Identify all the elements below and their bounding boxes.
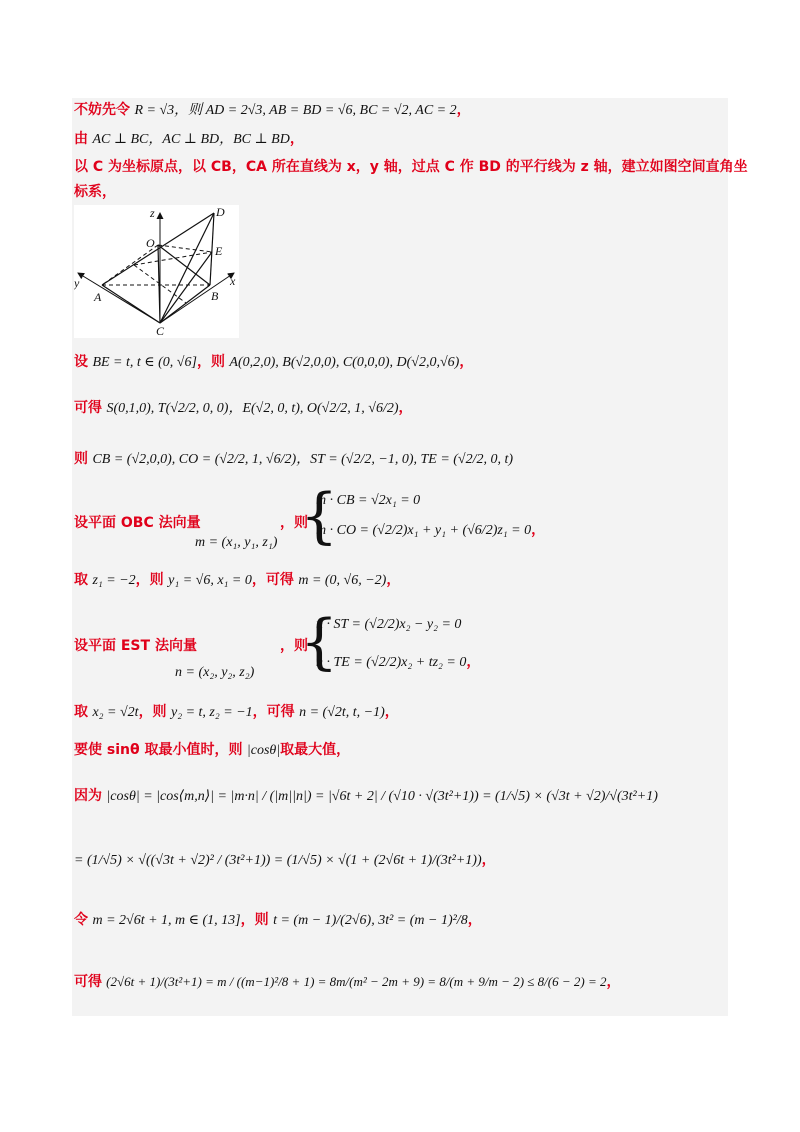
line-12-mid: 取最大值， [280, 742, 351, 758]
line-1 [74, 100, 730, 121]
line-8-sys2-row [316, 520, 730, 541]
line-10-sys2: n · TE = (√2/2)x₂ + tz₂ = 0 [316, 655, 467, 670]
coordinate-figure [74, 205, 239, 338]
line-8-brace: { [300, 481, 339, 551]
line-8-label: 设平面 OBC 法向量 [74, 515, 201, 531]
line-9-math3: m = (0, √6, −2) [298, 573, 387, 588]
label-C: C [156, 324, 165, 338]
line-10-label: 设平面 EST 法向量 [74, 638, 197, 654]
line-6 [74, 398, 730, 419]
line-2-math: AC ⊥ BC，AC ⊥ BD，BC ⊥ BD [92, 132, 290, 147]
line-5-label: 设 [74, 354, 88, 370]
label-E: E [215, 244, 223, 258]
line-12-label: 要使 sinθ 取最小值时，则 [74, 742, 243, 758]
line-3 [74, 157, 748, 177]
line-16-label: 可得 [74, 974, 102, 990]
line-6-label: 可得 [74, 400, 102, 416]
line-9-math2: y₁ = √6, x₁ = 0 [168, 573, 252, 588]
line-16-math: (2√6t + 1)/(3t²+1) = m / ((m−1)²/8 + 1) = 8m/(m² − 2m + 9) = 8/(m + 9/m − 2) ≤ 8/(6 − 2) = 2 [106, 974, 607, 989]
line-5-end: ， [459, 354, 474, 370]
line-14 [74, 850, 730, 871]
label-y: y [74, 276, 80, 290]
line-10-end: ， [466, 654, 481, 670]
line-8-math: m = (x₁, y₁, z₁) [195, 535, 278, 550]
line-6-math: S(0,1,0), T(√2/2, 0, 0)，E(√2, 0, t), O(√2/2, 1, √6/2) [106, 401, 399, 416]
line-9-end: ， [386, 572, 401, 588]
edge-BD [210, 213, 214, 285]
line-16-end: ， [606, 974, 621, 990]
line-8-sys1-row [316, 490, 730, 511]
line-11-mid: ，则 [138, 704, 167, 720]
line-8-vector-row [195, 532, 295, 553]
figure-svg [74, 205, 239, 338]
line-10-brace: { [300, 607, 339, 677]
line-10-sys1: n · ST = (√2/2)x₂ − y₂ = 0 [316, 617, 462, 632]
label-z: z [150, 206, 155, 220]
line-8-end: ， [531, 522, 546, 538]
line-4 [74, 182, 730, 202]
line-15-math2: t = (m − 1)/(2√6), 3t² = (m − 1)²/8 [273, 913, 468, 928]
line-2-end: ， [289, 131, 304, 147]
line-10-vector-row [175, 662, 285, 683]
x-axis [160, 273, 234, 323]
line-10-math: n = (x₂, y₂, z₂) [175, 665, 255, 680]
line-13-label: 因为 [74, 788, 102, 804]
line-9 [74, 570, 730, 591]
line-11 [74, 702, 730, 723]
line-5-math2: A(0,2,0), B(√2,0,0), C(0,0,0), D(√2,0,√6) [229, 355, 460, 370]
line-9-label: 取 [74, 572, 88, 588]
line-12-math: |cosθ| [246, 743, 281, 758]
line-8-sys2: m · CO = (√2/2)x₁ + y₁ + (√6/2)z₁ = 0 [316, 523, 532, 538]
line-14-math: = (1/√5) × √((√3t + √2)² / (3t²+1)) = (1/√5) × √(1 + (2√6t + 1)/(3t²+1)) [74, 853, 482, 868]
line-1-end: ， [456, 102, 471, 118]
line-11-end: ， [384, 704, 399, 720]
line-5 [74, 352, 730, 373]
line-9-math: z₁ = −2 [92, 573, 136, 588]
edge-CE [160, 252, 212, 323]
label-A: A [94, 290, 102, 304]
line-14-end: ， [481, 852, 496, 868]
line-7 [74, 449, 730, 470]
line-7-math: CB = (√2,0,0), CO = (√2/2, 1, √6/2)，ST = (√2/2, −1, 0), TE = (√2/2, 0, t) [92, 452, 514, 467]
line-10-mid: ，则 [280, 638, 308, 654]
edge-CA [102, 285, 160, 323]
line-8-label-row [74, 513, 284, 533]
line-1-label: 不妨先令 [74, 102, 130, 118]
line-13 [74, 786, 730, 807]
label-B: B [211, 289, 219, 303]
line-11-math: x₂ = √2t [92, 705, 139, 720]
line-10-label-row [74, 636, 284, 656]
line-11-mid2: ，可得 [252, 704, 295, 720]
line-11-label: 取 [74, 704, 88, 720]
line-8-sys1: m · CB = √2x₁ = 0 [316, 493, 421, 508]
line-11-math2: y₂ = t, z₂ = −1 [171, 705, 253, 720]
line-15-label: 令 [74, 912, 88, 928]
line-5-math: BE = t, t ∈ (0, √6] [92, 355, 197, 370]
line-15-math: m = 2√6t + 1, m ∈ (1, 13] [92, 913, 241, 928]
line-15-end: ， [467, 912, 482, 928]
line-9-mid: ，则 [135, 572, 164, 588]
line-13-math: |cosθ| = |cos⟨m,n⟩| = |m·n| / (|m||n|) = |√6t + 2| / (√10 · √(3t²+1)) = (1/√5) × (√3t + √2)/√(3t²+1) [106, 789, 658, 804]
label-O: O [146, 236, 155, 250]
line-11-math3: n = (√2t, t, −1) [299, 705, 385, 720]
line-5-mid: ，则 [196, 354, 225, 370]
line-6-end: ， [398, 400, 413, 416]
line-3-text: 以 C 为坐标原点，以 CB，CA 所在直线为 x，y 轴，过点 C 作 BD 的平行线为 z 轴，建立如图空间直角坐 [74, 159, 748, 175]
line-9-mid2: ，可得 [251, 572, 294, 588]
line-10-sys2-row [316, 652, 730, 673]
line-15 [74, 910, 730, 931]
line-1-math: R = √3，则 AD = 2√3, AB = BD = √6, BC = √2, AC = 2 [134, 103, 457, 118]
line-2-label: 由 [74, 131, 88, 147]
line-16 [74, 972, 730, 993]
edge-CB [160, 285, 210, 323]
line-12 [74, 740, 730, 761]
label-x: x [230, 274, 236, 288]
line-4-text: 标系， [74, 184, 116, 200]
line-8-mid: ，则 [280, 515, 308, 531]
label-D: D [216, 205, 225, 219]
line-10-sys1-row [316, 614, 730, 635]
edge-OA [102, 245, 158, 285]
line-15-mid: ，则 [240, 912, 269, 928]
line-2 [74, 129, 730, 150]
line-7-label: 则 [74, 451, 88, 467]
